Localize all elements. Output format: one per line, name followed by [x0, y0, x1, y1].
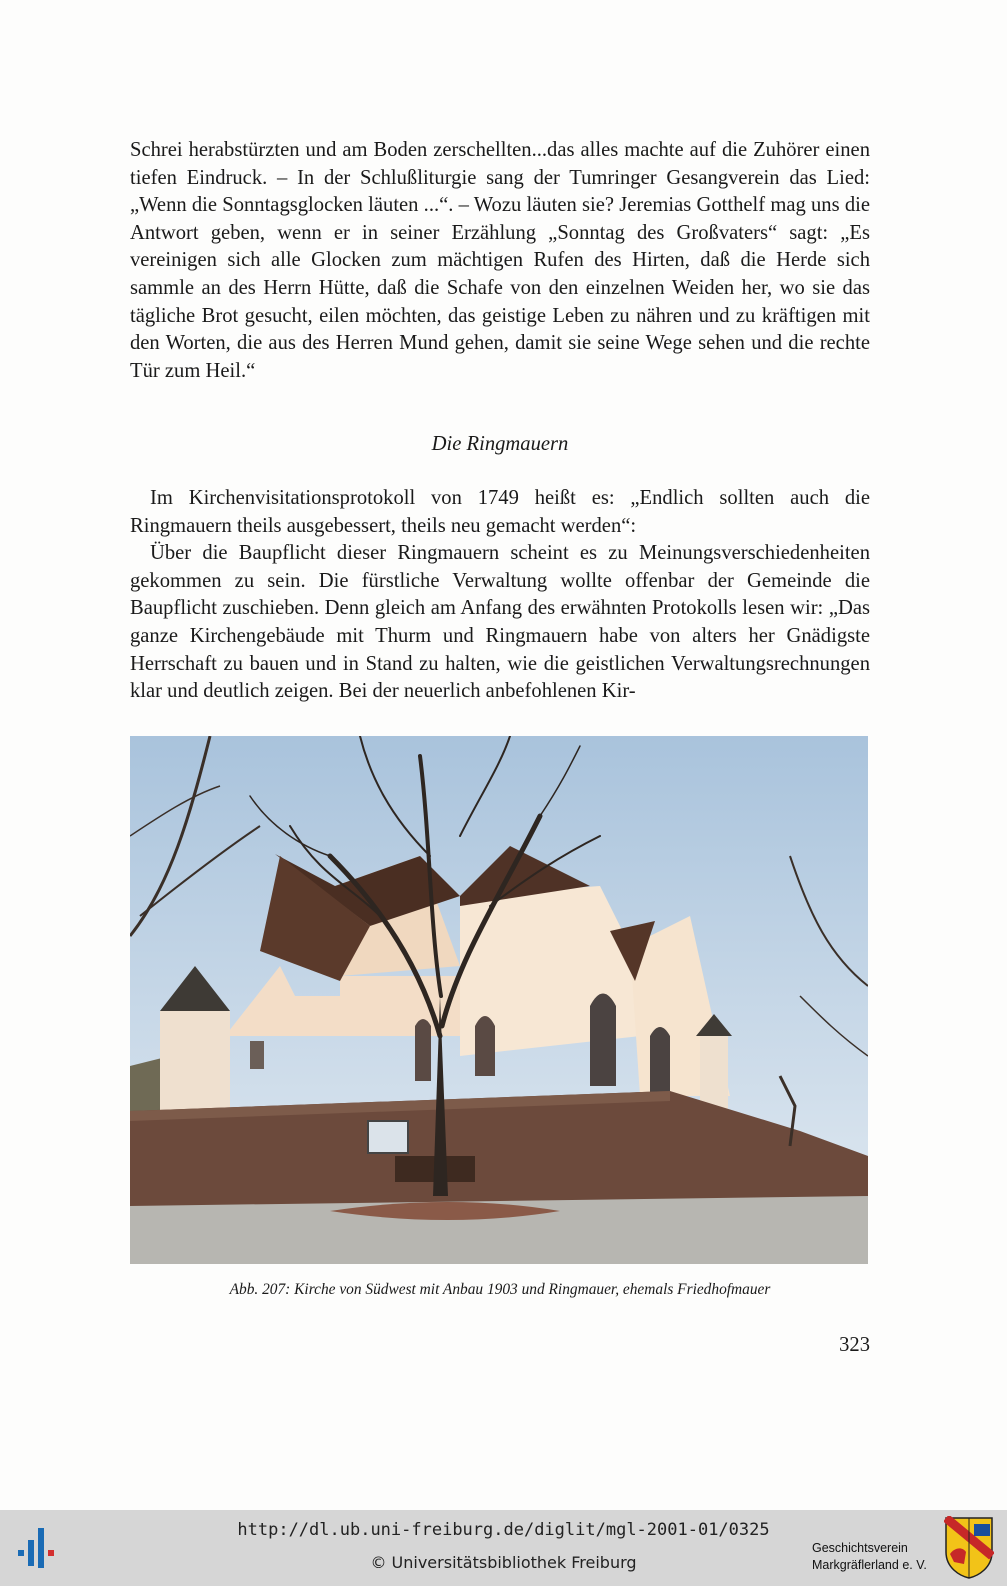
church-photo — [130, 736, 868, 1264]
society-line-2: Markgräflerland e. V. — [812, 1558, 927, 1572]
paragraph-baupflicht: Über die Baupflicht dieser Ringmauern scheint es zu Meinungsverschiedenheiten gekommen zu sein. Die fürstliche Verwaltung wollte offenbar der Gemeinde die Baupflicht zuschieben. Denn gleich am Anfang des erwähnten Protokolls lesen wir: „Das ganze Kirchengebäude mit Thurm und Ringmauern habe von alters her Gnädigste Herrschaft zu bauen und in Stand zu halten, wie die geistlichen Verwaltungsrechnungen klar und deutlich zeigen. Bei der neuerlich anbefohlenen Kir- — [130, 542, 870, 703]
section-heading: Die Ringmauern — [431, 433, 569, 455]
paragraph-protocol: Im Kirchenvisitationsprotokoll von 1749 heißt es: „Endlich sollten auch die Ringmauern theils ausgebessert, theils neu gemacht werden“: — [130, 487, 870, 537]
text-section-ringmauern — [130, 485, 870, 706]
society-line-1: Geschichtsverein — [812, 1541, 908, 1555]
permalink-link[interactable]: http://dl.ub.uni-freiburg.de/diglit/mgl-2001-01/0325 — [237, 1520, 770, 1540]
page-number: 323 — [839, 1334, 870, 1356]
text-paragraph-intro: Schrei herabstürzten und am Boden zerschellten...das alles machte auf die Zuhörer einen tiefen Eindruck. – In der Schlußliturgie sang der Tumringer Gesangverein das Lied: „Wenn die Sonntagsglocken läuten ...“. – Wozu läuten sie? Jeremias Gotthelf mag uns die Antwort geben, wenn er in seiner Erzählung „Sonntag des Großvaters“ sagt: „Es vereinigen sich alle Glocken zum mächtigen Rufen des Hirten, daß die Herde sich sammle an des Herrn Hütte, daß die Schafe von den einzelnen Weiden her, wo sie das tägliche Brot gesucht, eilen möchten, das geistige Leben zu nähren und zu kräftigen mit den Worten, die aus des Herren Mund gehen, damit sie seine Wege sehen und die rechte Tür zum Heil.“ — [130, 139, 870, 382]
coat-of-arms-icon[interactable] — [944, 1516, 994, 1580]
copyright-notice: © Universitätsbibliothek Freiburg — [370, 1553, 637, 1572]
figure-caption: Abb. 207: Kirche von Südwest mit Anbau 1903 und Ringmauer, ehemals Friedhofmauer — [229, 1281, 771, 1298]
viewer-footer — [0, 1510, 1007, 1586]
society-name — [812, 1540, 927, 1574]
church-illustration — [130, 736, 868, 1264]
